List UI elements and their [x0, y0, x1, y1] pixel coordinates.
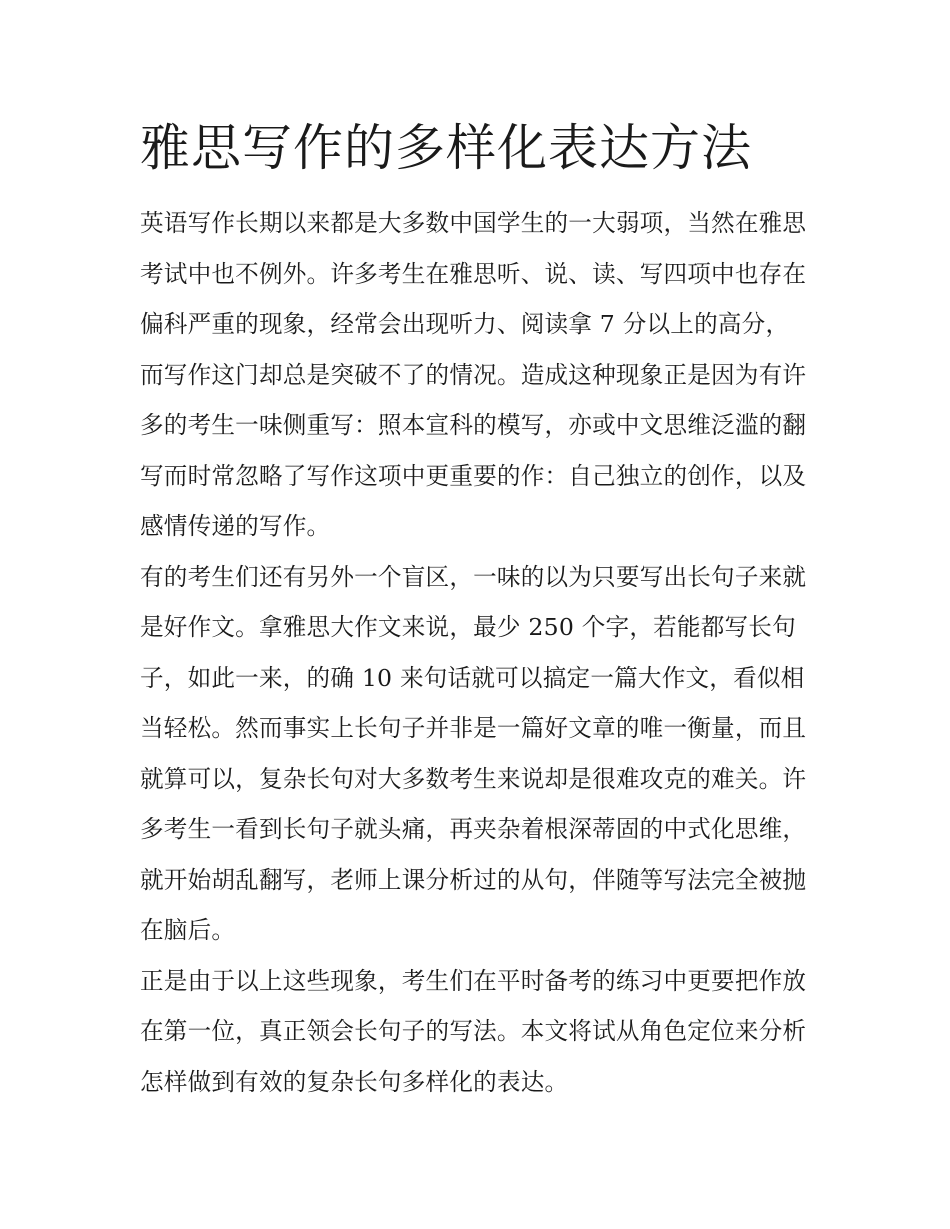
paragraph-2: 有的考生们还有另外一个盲区，一味的以为只要写出长句子来就是好作文。拿雅思大作文来说，最少 250 个字，若能都写长句子，如此一来，的确 10 来句话就可以搞定一篇大作文，看似相当轻松。然而事实上长句子并非是一篇好文章的唯一衡量，而且就算可以，复杂长句对大多数考生来说却是很难攻克的难关。许多考生一看到长句子就头痛，再夹杂着根深蒂固的中式化思维，就开始胡乱翻写，老师上课分析过的从句，伴随等写法完全被抛在脑后。 [140, 562, 807, 944]
document-title: 雅思写作的多样化表达方法 [140, 119, 752, 177]
paragraph-1: 英语写作长期以来都是大多数中国学生的一大弱项，当然在雅思考试中也不例外。许多考生在雅思听、说、读、写四项中也存在偏科严重的现象，经常会出现听力、阅读拿 7 分以上的高分，而写作这门却总是突破不了的情况。造成这种现象正是因为有许多的考生一味侧重写：照本宣科的模写，亦或中文思维泛滥的翻写而时常忽略了写作这项中更重要的作：自己独立的创作，以及感情传递的写作。 [140, 209, 807, 540]
paragraph-3: 正是由于以上这些现象，考生们在平时备考的练习中更要把作放在第一位，真正领会长句子的写法。本文将试从角色定位来分析怎样做到有效的复杂长句多样化的表达。 [140, 966, 807, 1096]
document-page [140, 112, 812, 1107]
